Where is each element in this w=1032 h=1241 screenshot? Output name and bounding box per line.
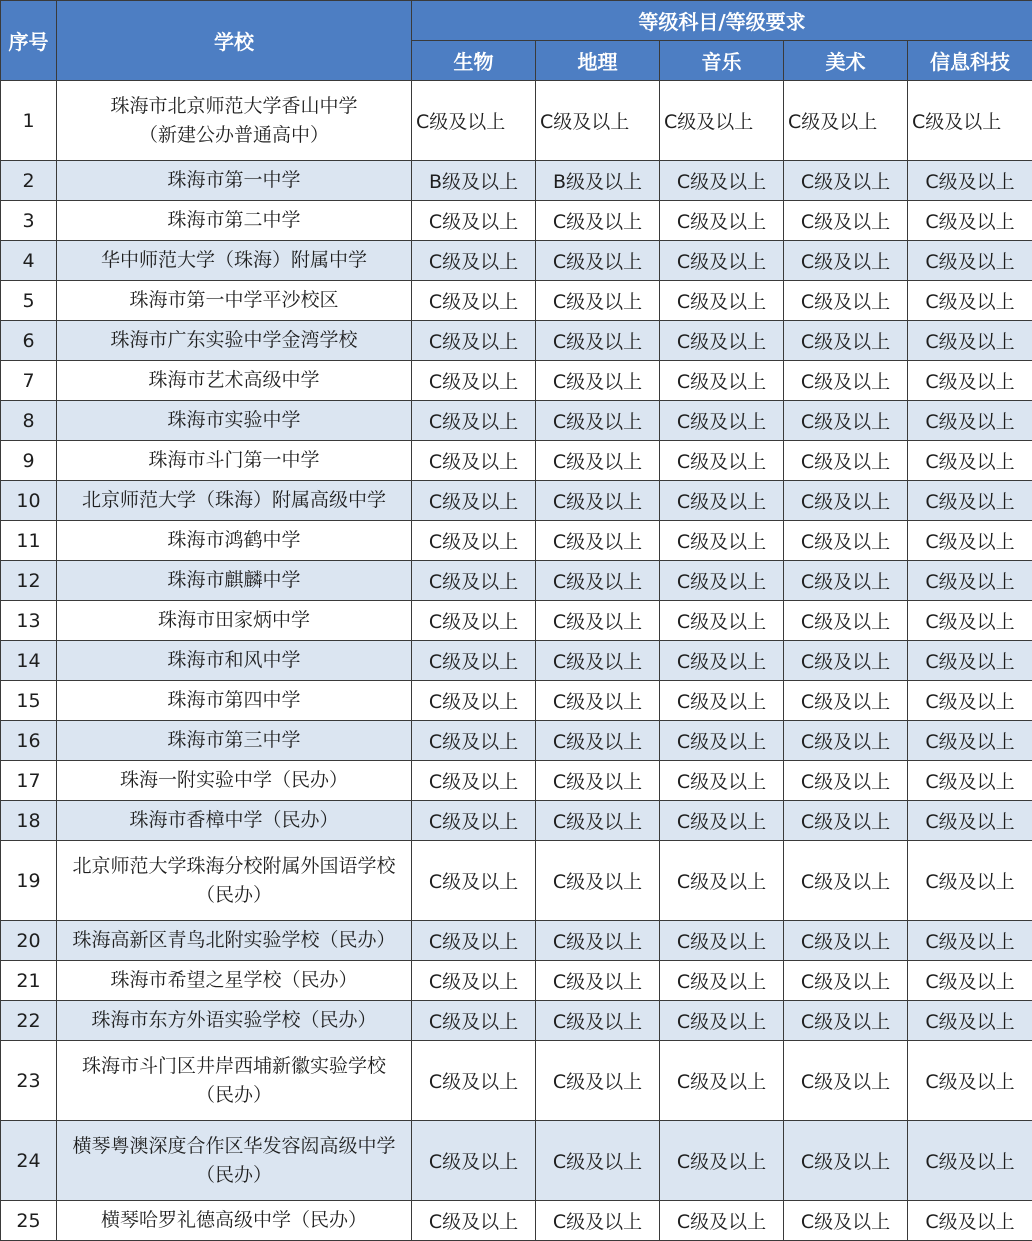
row-index: 12 xyxy=(1,561,57,601)
table-row xyxy=(1,1001,1032,1041)
school-name-line: 北京师范大学珠海分校附属外国语学校 xyxy=(72,854,396,877)
grade-geography: C级及以上 xyxy=(536,321,660,361)
grade-music: C级及以上 xyxy=(660,1201,784,1241)
grade-biology: C级及以上 xyxy=(412,521,536,561)
grade-art: C级及以上 xyxy=(784,1001,908,1041)
grade-biology: C级及以上 xyxy=(412,601,536,641)
school-name-line: 珠海市香樟中学（民办） xyxy=(129,809,339,831)
grade-music: C级及以上 xyxy=(660,481,784,521)
grade-art: C级及以上 xyxy=(784,281,908,321)
grade-art: C级及以上 xyxy=(784,81,908,161)
grade-geography: C级及以上 xyxy=(536,401,660,441)
grade-music: C级及以上 xyxy=(660,921,784,961)
grade-it: C级及以上 xyxy=(908,601,1032,641)
row-index: 5 xyxy=(1,281,57,321)
grade-it: C级及以上 xyxy=(908,1121,1032,1201)
table-row xyxy=(1,81,1032,161)
grade-it: C级及以上 xyxy=(908,161,1032,201)
grade-music: C级及以上 xyxy=(660,161,784,201)
school-name-line: 珠海高新区青鸟北附实验学校（民办） xyxy=(72,929,396,951)
school-name xyxy=(57,81,412,161)
table-row xyxy=(1,521,1032,561)
table-row xyxy=(1,561,1032,601)
grade-it: C级及以上 xyxy=(908,441,1032,481)
school-name-line: 珠海市第四中学 xyxy=(167,689,301,711)
grade-art: C级及以上 xyxy=(784,601,908,641)
row-index: 22 xyxy=(1,1001,57,1041)
school-name-line: 珠海市第一中学平沙校区 xyxy=(129,289,339,311)
header-school: 学校 xyxy=(57,1,412,81)
school-name-line: 珠海市麒麟中学 xyxy=(167,569,301,591)
school-name xyxy=(57,1121,412,1201)
school-name-line: 横琴哈罗礼德高级中学（民办） xyxy=(100,1209,367,1231)
grade-biology: C级及以上 xyxy=(412,1121,536,1201)
grade-art: C级及以上 xyxy=(784,401,908,441)
grade-geography: C级及以上 xyxy=(536,641,660,681)
grade-it: C级及以上 xyxy=(908,201,1032,241)
table-row xyxy=(1,801,1032,841)
row-index: 3 xyxy=(1,201,57,241)
school-name xyxy=(57,921,412,961)
grade-art: C级及以上 xyxy=(784,961,908,1001)
grade-it: C级及以上 xyxy=(908,481,1032,521)
grade-art: C级及以上 xyxy=(784,1041,908,1121)
grade-it: C级及以上 xyxy=(908,841,1032,921)
school-name xyxy=(57,721,412,761)
school-name xyxy=(57,1041,412,1121)
grade-geography: C级及以上 xyxy=(536,801,660,841)
grade-geography: C级及以上 xyxy=(536,201,660,241)
grade-it: C级及以上 xyxy=(908,521,1032,561)
school-name xyxy=(57,601,412,641)
table-row xyxy=(1,401,1032,441)
row-index: 14 xyxy=(1,641,57,681)
table-row xyxy=(1,1041,1032,1121)
grade-geography: C级及以上 xyxy=(536,1201,660,1241)
row-index: 4 xyxy=(1,241,57,281)
school-name xyxy=(57,561,412,601)
grade-it: C级及以上 xyxy=(908,721,1032,761)
school-name-line: 珠海市广东实验中学金湾学校 xyxy=(110,329,358,351)
row-index: 18 xyxy=(1,801,57,841)
table-row xyxy=(1,161,1032,201)
school-name-line: 珠海市东方外语实验学校（民办） xyxy=(91,1009,377,1031)
grade-music: C级及以上 xyxy=(660,361,784,401)
grade-biology: C级及以上 xyxy=(412,1201,536,1241)
grade-geography: C级及以上 xyxy=(536,921,660,961)
grade-geography: C级及以上 xyxy=(536,441,660,481)
grade-geography: C级及以上 xyxy=(536,1121,660,1201)
grade-biology: C级及以上 xyxy=(412,1041,536,1121)
table-row xyxy=(1,601,1032,641)
school-name-line: 北京师范大学（珠海）附属高级中学 xyxy=(81,489,386,511)
grade-biology: C级及以上 xyxy=(412,321,536,361)
school-name xyxy=(57,801,412,841)
row-index: 24 xyxy=(1,1121,57,1201)
grade-it: C级及以上 xyxy=(908,561,1032,601)
grade-art: C级及以上 xyxy=(784,521,908,561)
school-name xyxy=(57,1001,412,1041)
school-name xyxy=(57,761,412,801)
header-subject-art: 美术 xyxy=(784,41,908,81)
row-index: 7 xyxy=(1,361,57,401)
grade-biology: B级及以上 xyxy=(412,161,536,201)
school-name-line: （民办） xyxy=(195,1163,272,1186)
grade-geography: C级及以上 xyxy=(536,721,660,761)
school-name-line: 珠海市和风中学 xyxy=(167,649,301,671)
grade-geography: C级及以上 xyxy=(536,1001,660,1041)
school-name xyxy=(57,641,412,681)
table-row xyxy=(1,321,1032,361)
row-index: 20 xyxy=(1,921,57,961)
header-subject-group: 等级科目/等级要求 xyxy=(412,1,1032,41)
grade-music: C级及以上 xyxy=(660,521,784,561)
grade-it: C级及以上 xyxy=(908,321,1032,361)
grade-geography: C级及以上 xyxy=(536,281,660,321)
grade-geography: C级及以上 xyxy=(536,681,660,721)
grade-it: C级及以上 xyxy=(908,921,1032,961)
grade-it: C级及以上 xyxy=(908,641,1032,681)
grade-art: C级及以上 xyxy=(784,921,908,961)
grade-biology: C级及以上 xyxy=(412,241,536,281)
grade-biology: C级及以上 xyxy=(412,681,536,721)
table-row xyxy=(1,361,1032,401)
school-name-line: 珠海市斗门区井岸西埔新徽实验学校 xyxy=(81,1054,386,1077)
grade-art: C级及以上 xyxy=(784,801,908,841)
grade-music: C级及以上 xyxy=(660,961,784,1001)
grade-geography: C级及以上 xyxy=(536,841,660,921)
grade-art: C级及以上 xyxy=(784,761,908,801)
grade-it: C级及以上 xyxy=(908,361,1032,401)
grade-music: C级及以上 xyxy=(660,1001,784,1041)
grade-art: C级及以上 xyxy=(784,241,908,281)
school-name-line: 珠海市实验中学 xyxy=(167,409,301,431)
grade-biology: C级及以上 xyxy=(412,841,536,921)
grade-music: C级及以上 xyxy=(660,1121,784,1201)
school-name xyxy=(57,241,412,281)
table-row xyxy=(1,481,1032,521)
table-row xyxy=(1,681,1032,721)
grade-geography: B级及以上 xyxy=(536,161,660,201)
school-name-line: 珠海市艺术高级中学 xyxy=(148,369,320,391)
grade-music: C级及以上 xyxy=(660,401,784,441)
grade-music: C级及以上 xyxy=(660,681,784,721)
school-name-line: 珠海市田家炳中学 xyxy=(157,609,310,631)
grade-geography: C级及以上 xyxy=(536,601,660,641)
table-row xyxy=(1,441,1032,481)
grade-biology: C级及以上 xyxy=(412,921,536,961)
school-name xyxy=(57,201,412,241)
grade-biology: C级及以上 xyxy=(412,281,536,321)
table-row xyxy=(1,641,1032,681)
grade-biology: C级及以上 xyxy=(412,801,536,841)
header-subject-biology: 生物 xyxy=(412,41,536,81)
grade-music: C级及以上 xyxy=(660,561,784,601)
header-index: 序号 xyxy=(1,1,57,81)
school-name xyxy=(57,481,412,521)
school-name-line: （民办） xyxy=(195,1083,272,1106)
school-name xyxy=(57,521,412,561)
grade-biology: C级及以上 xyxy=(412,441,536,481)
grade-it: C级及以上 xyxy=(908,1041,1032,1121)
grade-music: C级及以上 xyxy=(660,241,784,281)
row-index: 25 xyxy=(1,1201,57,1241)
row-index: 2 xyxy=(1,161,57,201)
grade-it: C级及以上 xyxy=(908,681,1032,721)
table-row xyxy=(1,841,1032,921)
row-index: 8 xyxy=(1,401,57,441)
table-row xyxy=(1,1121,1032,1201)
row-index: 21 xyxy=(1,961,57,1001)
row-index: 10 xyxy=(1,481,57,521)
grade-music: C级及以上 xyxy=(660,321,784,361)
table-row xyxy=(1,961,1032,1001)
grade-art: C级及以上 xyxy=(784,481,908,521)
grade-biology: C级及以上 xyxy=(412,641,536,681)
row-index: 19 xyxy=(1,841,57,921)
grade-biology: C级及以上 xyxy=(412,1001,536,1041)
header-subject-geography: 地理 xyxy=(536,41,660,81)
row-index: 15 xyxy=(1,681,57,721)
school-name-line: 珠海市第一中学 xyxy=(167,169,301,191)
grade-it: C级及以上 xyxy=(908,401,1032,441)
row-index: 11 xyxy=(1,521,57,561)
school-name-line: （新建公办普通高中） xyxy=(138,123,329,146)
grade-biology: C级及以上 xyxy=(412,201,536,241)
grade-geography: C级及以上 xyxy=(536,521,660,561)
grade-art: C级及以上 xyxy=(784,641,908,681)
grade-art: C级及以上 xyxy=(784,201,908,241)
table-row xyxy=(1,201,1032,241)
school-name-line: （民办） xyxy=(195,883,272,906)
table-row xyxy=(1,241,1032,281)
grade-art: C级及以上 xyxy=(784,1121,908,1201)
grade-biology: C级及以上 xyxy=(412,961,536,1001)
grade-geography: C级及以上 xyxy=(536,81,660,161)
grade-biology: C级及以上 xyxy=(412,81,536,161)
school-name-line: 珠海市第二中学 xyxy=(167,209,301,231)
grade-biology: C级及以上 xyxy=(412,361,536,401)
table-row xyxy=(1,1201,1032,1241)
grade-biology: C级及以上 xyxy=(412,401,536,441)
table-header xyxy=(1,1,1032,81)
row-index: 9 xyxy=(1,441,57,481)
grade-biology: C级及以上 xyxy=(412,761,536,801)
school-name xyxy=(57,1201,412,1241)
grade-music: C级及以上 xyxy=(660,601,784,641)
grade-art: C级及以上 xyxy=(784,561,908,601)
school-name xyxy=(57,841,412,921)
school-name-line: 珠海一附实验中学（民办） xyxy=(119,769,348,791)
header-subject-music: 音乐 xyxy=(660,41,784,81)
grade-it: C级及以上 xyxy=(908,241,1032,281)
grade-biology: C级及以上 xyxy=(412,721,536,761)
table-row xyxy=(1,921,1032,961)
school-name xyxy=(57,161,412,201)
grade-art: C级及以上 xyxy=(784,321,908,361)
grade-it: C级及以上 xyxy=(908,1201,1032,1241)
grade-art: C级及以上 xyxy=(784,721,908,761)
grade-art: C级及以上 xyxy=(784,161,908,201)
grade-music: C级及以上 xyxy=(660,641,784,681)
school-name-line: 横琴粤澳深度合作区华发容闳高级中学 xyxy=(72,1134,396,1157)
grade-it: C级及以上 xyxy=(908,761,1032,801)
table-row xyxy=(1,721,1032,761)
grade-music: C级及以上 xyxy=(660,721,784,761)
school-name-line: 珠海市斗门第一中学 xyxy=(148,449,320,471)
school-name-line: 珠海市鸿鹤中学 xyxy=(167,529,301,551)
grade-art: C级及以上 xyxy=(784,841,908,921)
grade-it: C级及以上 xyxy=(908,281,1032,321)
table-row xyxy=(1,281,1032,321)
school-name xyxy=(57,441,412,481)
header-subject-it: 信息科技 xyxy=(908,41,1032,81)
grade-geography: C级及以上 xyxy=(536,361,660,401)
grade-geography: C级及以上 xyxy=(536,761,660,801)
grade-biology: C级及以上 xyxy=(412,561,536,601)
grade-biology: C级及以上 xyxy=(412,481,536,521)
school-name xyxy=(57,281,412,321)
grade-music: C级及以上 xyxy=(660,841,784,921)
school-name-line: 华中师范大学（珠海）附属中学 xyxy=(100,249,367,271)
grade-music: C级及以上 xyxy=(660,1041,784,1121)
grade-it: C级及以上 xyxy=(908,961,1032,1001)
grade-music: C级及以上 xyxy=(660,761,784,801)
row-index: 16 xyxy=(1,721,57,761)
row-index: 17 xyxy=(1,761,57,801)
grade-geography: C级及以上 xyxy=(536,481,660,521)
school-name xyxy=(57,681,412,721)
row-index: 1 xyxy=(1,81,57,161)
table-row xyxy=(1,761,1032,801)
grade-it: C级及以上 xyxy=(908,1001,1032,1041)
row-index: 23 xyxy=(1,1041,57,1121)
grade-geography: C级及以上 xyxy=(536,241,660,281)
grade-geography: C级及以上 xyxy=(536,561,660,601)
school-name-line: 珠海市北京师范大学香山中学 xyxy=(110,94,358,117)
school-name xyxy=(57,321,412,361)
school-name xyxy=(57,961,412,1001)
grade-art: C级及以上 xyxy=(784,441,908,481)
school-name xyxy=(57,401,412,441)
grade-geography: C级及以上 xyxy=(536,961,660,1001)
grade-music: C级及以上 xyxy=(660,201,784,241)
grade-music: C级及以上 xyxy=(660,81,784,161)
school-name-line: 珠海市希望之星学校（民办） xyxy=(110,969,358,991)
school-name xyxy=(57,361,412,401)
table-body xyxy=(1,81,1032,1241)
grade-music: C级及以上 xyxy=(660,441,784,481)
row-index: 6 xyxy=(1,321,57,361)
grade-it: C级及以上 xyxy=(908,81,1032,161)
grade-it: C级及以上 xyxy=(908,801,1032,841)
row-index: 13 xyxy=(1,601,57,641)
grade-art: C级及以上 xyxy=(784,1201,908,1241)
grade-art: C级及以上 xyxy=(784,681,908,721)
grade-music: C级及以上 xyxy=(660,281,784,321)
grade-music: C级及以上 xyxy=(660,801,784,841)
grade-geography: C级及以上 xyxy=(536,1041,660,1121)
grade-art: C级及以上 xyxy=(784,361,908,401)
school-name-line: 珠海市第三中学 xyxy=(167,729,301,751)
